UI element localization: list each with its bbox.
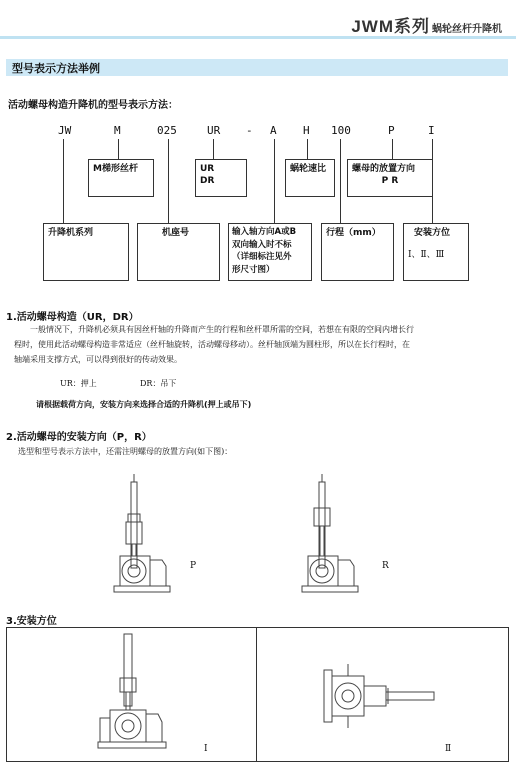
brand-subtitle: 蜗轮丝杆升降机 bbox=[432, 24, 502, 35]
section-3-title: 3.安装方位 bbox=[6, 616, 57, 627]
box-ur-dr bbox=[195, 159, 247, 197]
connector-m bbox=[118, 139, 119, 159]
box-mounting bbox=[403, 223, 469, 281]
connector-jw bbox=[63, 139, 64, 223]
connector-025 bbox=[168, 139, 169, 223]
brand-title: JWM系列 bbox=[351, 17, 430, 36]
code-m: M bbox=[114, 124, 121, 137]
connector-p bbox=[392, 139, 393, 159]
code-a: A bbox=[270, 124, 277, 137]
section-1-dr: DR：吊下 bbox=[140, 379, 177, 388]
diagram-mount-2 bbox=[318, 660, 434, 732]
header-rule bbox=[0, 36, 516, 39]
intro-text: 活动螺母构造升降机的型号表示方法： bbox=[8, 100, 178, 111]
box-pr-label: P R bbox=[381, 176, 399, 186]
box-input-line-3: （详细标注见外 bbox=[232, 252, 292, 262]
box-frame-size bbox=[137, 223, 220, 281]
box-dr-label: DR bbox=[200, 176, 215, 186]
box-worm-ratio bbox=[285, 159, 335, 197]
box-stroke-label: 行程（mm） bbox=[326, 228, 381, 238]
section-1-ur: UR：押上 bbox=[60, 379, 97, 388]
diagram-nut-p bbox=[110, 474, 174, 598]
code-h: H bbox=[303, 124, 310, 137]
box-mounting-label: 安装方位 bbox=[414, 228, 451, 238]
box-nut-direction-label: 螺母的放置方向 bbox=[352, 164, 416, 174]
box-frame-label: 机座号 bbox=[162, 228, 190, 238]
box-nut-direction bbox=[347, 159, 433, 197]
connector-100 bbox=[340, 139, 341, 223]
section-1-para-line-2: 程时，使用此活动螺母构造非常适应（丝杆轴旋转，活动螺母移动）。丝杆轴顶端为圆柱形，所以在长行程时，在 bbox=[14, 340, 410, 349]
section-2-para: 选型和型号表示方法中，还需注明螺母的放置方向(如下图)： bbox=[18, 447, 233, 456]
section-1-para-line-1: 一般情况下，升降机必须具有因丝杆轴的升降而产生的行程和丝杆罩所需的空间，若想在有限的空间内增长行 bbox=[30, 325, 414, 334]
code-100: 100 bbox=[331, 124, 351, 137]
label-r: R bbox=[382, 561, 389, 571]
box-input-line-2: 双向输入时不标 bbox=[232, 239, 292, 250]
box-mounting-values: Ⅰ、Ⅱ、Ⅲ bbox=[408, 250, 445, 260]
code-jw: JW bbox=[58, 124, 72, 137]
box-ur-label: UR bbox=[200, 164, 215, 174]
header-title bbox=[351, 12, 502, 37]
box-worm-ratio-label: 蜗轮速比 bbox=[290, 164, 327, 174]
section-title: 型号表示方法举例 bbox=[12, 62, 100, 75]
box-trapezoid-label: M梯形丝杆 bbox=[93, 164, 138, 174]
box-input-line-4: 形尺寸图） bbox=[232, 264, 275, 275]
box-series-label: 升降机系列 bbox=[48, 228, 94, 238]
connector-h bbox=[307, 139, 308, 159]
code-p: P bbox=[388, 124, 395, 137]
code-dash: - bbox=[246, 124, 253, 137]
code-025: 025 bbox=[157, 124, 177, 137]
connector-a bbox=[274, 139, 275, 223]
box-stroke bbox=[321, 223, 394, 281]
code-i: I bbox=[428, 124, 435, 137]
label-p: P bbox=[190, 561, 197, 571]
section-2-title: 2.活动螺母的安装方向（P，R） bbox=[6, 432, 152, 443]
diagram-mount-1 bbox=[96, 634, 168, 756]
code-ur: UR bbox=[207, 124, 221, 137]
section-banner bbox=[6, 59, 508, 76]
connector-ur bbox=[213, 139, 214, 159]
label-mount-2: Ⅱ bbox=[445, 744, 452, 754]
mounting-frame-divider bbox=[256, 627, 257, 762]
section-1-para-line-3: 轴端采用支撑方式，可以得到很好的传动效果。 bbox=[14, 355, 182, 364]
box-input-shaft bbox=[228, 223, 312, 281]
box-series bbox=[43, 223, 129, 281]
box-input-line-1: 输入轴方向A或B bbox=[232, 227, 297, 237]
section-1-note: 请根据载荷方向，安装方向来选择合适的升降机(押上或吊下) bbox=[36, 400, 252, 409]
section-1-title: 1.活动螺母构造（UR，DR） bbox=[6, 312, 139, 323]
box-trapezoid-screw bbox=[88, 159, 154, 197]
diagram-nut-r bbox=[298, 474, 362, 598]
label-mount-1: Ⅰ bbox=[204, 744, 208, 754]
